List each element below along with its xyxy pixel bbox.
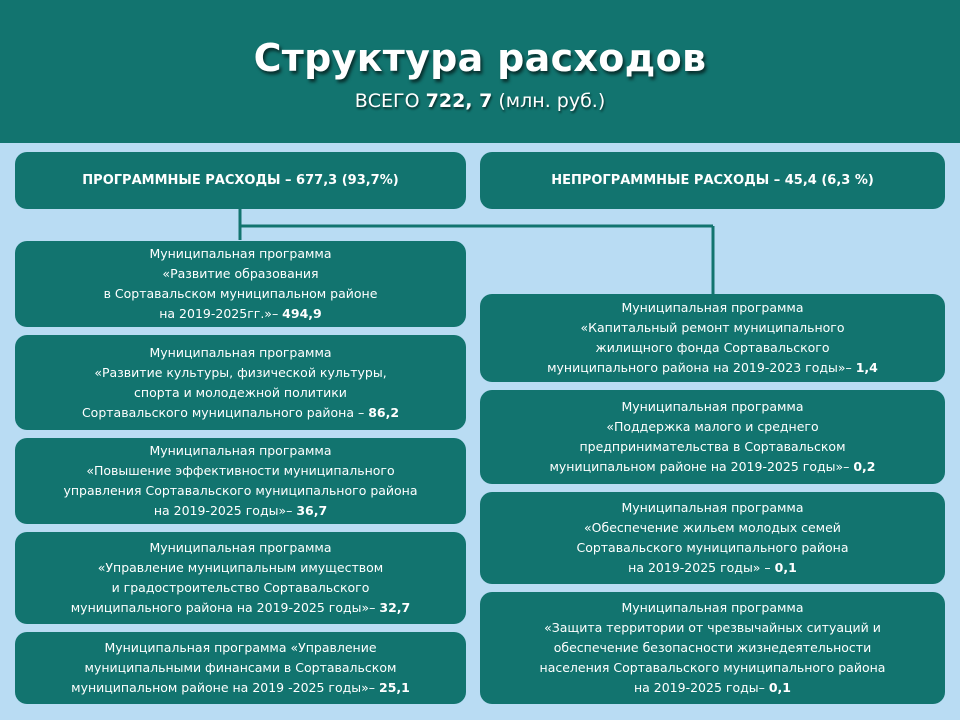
program-item-finance: Муниципальная программа «Управление муниципальными финансами в Сортавальском муниципальном районе на 2019 -2025 годы»– 25,1 <box>15 632 466 704</box>
subtitle-total: 722, 7 <box>425 90 493 112</box>
program-heading: ПРОГРАММНЫЕ РАСХОДЫ – 677,3 (93,7%) <box>15 152 466 209</box>
nonprogram-item-business-support: Муниципальная программа «Поддержка малого и среднего предпринимательства в Сортавальском муниципальном районе на 2019-2025 годы»– 0,2 <box>480 390 945 484</box>
program-item-culture: Муниципальная программа «Развитие культуры, физической культуры, спорта и молодежной политики Сортавальского муниципального района – 86,2 <box>15 335 466 430</box>
nonprogram-item-youth-housing: Муниципальная программа «Обеспечение жильем молодых семей Сортавальского муниципального района на 2019-2025 годы» – 0,1 <box>480 492 945 584</box>
nonprogram-item-emergency: Муниципальная программа «Защита территории от чрезвычайных ситуаций и обеспечение безопасности жизнедеятельности населения Сортавальского муниципального района на 2019-2025 годы– 0,1 <box>480 592 945 704</box>
page-title: Структура расходов <box>253 36 707 80</box>
subtitle-suffix: (млн. руб.) <box>492 90 606 112</box>
subtitle-prefix: ВСЕГО <box>354 90 426 112</box>
program-item-property: Муниципальная программа «Управление муниципальным имуществом и градостроительство Сортавальского муниципального района на 2019-2025 годы»– 32,7 <box>15 532 466 624</box>
nonprogram-item-housing-repair: Муниципальная программа «Капитальный ремонт муниципального жилищного фонда Сортавальского муниципального района на 2019-2023 годы»– 1,4 <box>480 294 945 382</box>
program-item-governance: Муниципальная программа «Повышение эффективности муниципального управления Сортавальского муниципального района на 2019-2025 годы»– 36,7 <box>15 438 466 524</box>
program-item-education: Муниципальная программа «Развитие образования в Сортавальском муниципальном районе на 2019-2025гг.»– 494,9 <box>15 241 466 327</box>
nonprogram-heading: НЕПРОГРАММНЫЕ РАСХОДЫ – 45,4 (6,3 %) <box>480 152 945 209</box>
